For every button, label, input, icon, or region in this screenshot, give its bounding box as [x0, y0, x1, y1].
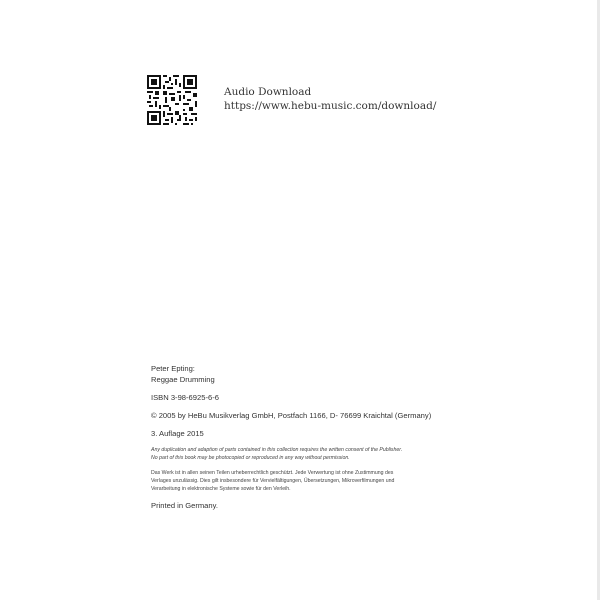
copyright: © 2005 by HeBu Musikverlag GmbH, Postfach 1166, D- 76699 Kraichtal (Germany): [151, 411, 432, 420]
edition: 3. Auflage 2015: [151, 429, 204, 438]
german-notice-line-3: Verarbeitung in elektronische Systeme sowie für den Verleih.: [151, 486, 291, 492]
german-notice-line-2: Verlages unzulässig. Dies gilt insbesondere für Vervielfältigungen, Übersetzungen, Mikroverfilmungen und: [151, 478, 395, 484]
book-title: Reggae Drumming: [151, 375, 215, 384]
imprint-block: [151, 363, 471, 511]
isbn: ISBN 3-98-6925-6-6: [151, 393, 219, 402]
author: Peter Epting:: [151, 364, 195, 373]
audio-download-label: Audio Download: [224, 86, 312, 98]
german-notice-line-1: Das Werk ist in allen seinen Teilen urheberrechtlich geschützt. Jede Verwertung ist ohne Zustimmung des: [151, 470, 394, 476]
english-notice-line-2: No part of this book may be photocopied or reproduced in any way without permission.: [151, 455, 350, 461]
english-notice-line-1: Any duplication and adaption of parts contained in this collection requires the written consent of the Publisher.: [151, 447, 403, 453]
audio-download-url[interactable]: https://www.hebu-music.com/download/: [224, 100, 437, 112]
audio-download-block: [224, 85, 436, 113]
printed-in: Printed in Germany.: [151, 501, 218, 510]
qr-code-icon: [147, 75, 197, 125]
